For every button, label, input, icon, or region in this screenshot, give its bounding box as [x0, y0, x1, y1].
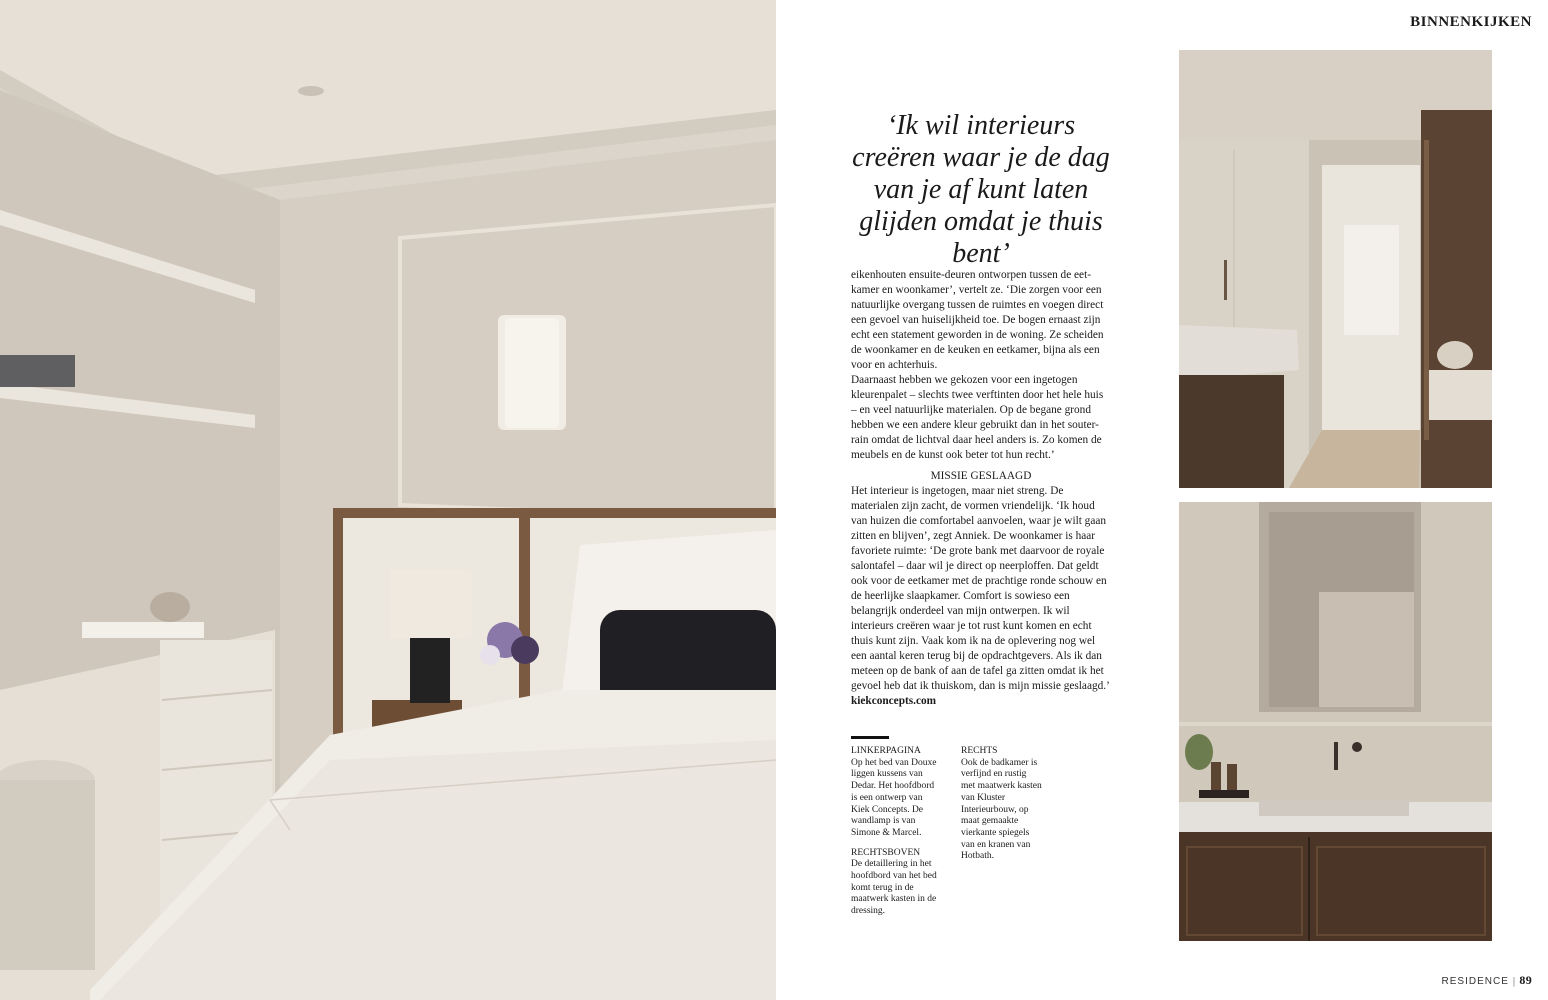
caption-column-right	[961, 746, 1043, 871]
bathroom-illustration	[1179, 502, 1492, 941]
bathroom-photo	[1179, 502, 1492, 941]
pull-quote: ‘Ik wil interieurs creëren waar je de dag van je af kunt laten glijden omdat je thuis bent’	[852, 110, 1110, 269]
magazine-brand: RESIDENCE	[1441, 976, 1509, 987]
article-subheading: MISSIE GESLAAGD	[930, 470, 1032, 482]
caption-text: De detaillering in het hoofdbord van het bed komt terug in de maatwerk kasten in de dressing.	[851, 859, 937, 917]
dressing-room-photo	[1179, 50, 1492, 488]
caption-right	[961, 746, 1043, 863]
page-footer	[1442, 973, 1532, 988]
caption-left-page	[851, 746, 941, 840]
article-paragraph-text: Het interieur is ingetogen, maar niet streng. De materialen zijn zacht, de vormen vriendelijk. ‘Ik houd van huizen die comfortabel aanvoelen, waar je wilt gaan zitten en blijven’, zegt Anniek. De woonkamer is haar favoriete ruimte: ‘De grote bank met daarvoor de royale salontafel – daar wil je direct op neerploffen. Dat geldt ook voor de eetkamer met de prachtige ronde schouw en de heerlijke slaapkamer. Comfort is sowieso een belangrijk onderdeel van mijn ontwerpen. Ik wil interieurs creëren waar je tot rust kunt komen en echt thuis kunt zijn. Vaak kom ik na de oplevering nog wel een aantal keren terug bij de opdrachtgevers. Als ik dan meteen op de bank of aan de tafel ga zitten omdat ik het gevoel heb dat ik thuiskom, dan is mijn missie geslaagd.’	[851, 485, 1110, 692]
article-paragraph: Daarnaast hebben we gekozen voor een ingetogen kleurenpalet – slechts twee verftinten door het hele huis – en veel natuurlijke materialen. Op de begane grond hebben we een andere kleur gebruikt dan in het souter-rain omdat de lichtval daar heel anders is. Zo komen de meubels en de kunst ook beter tot hun recht.’	[851, 374, 1104, 461]
website-link[interactable]: kiekconcepts.com	[851, 695, 937, 707]
article-paragraph: eikenhouten ensuite-deuren ontworpen tussen de eet-kamer en woonkamer’, vertelt ze. ‘Die zorgen voor een natuurlijke overgang tussen de ruimtes en voegen direct een gevoel van huiselijkheid toe. De bogen ernaast zijn echt een statement geworden in de woning. Ze scheiden de woonkamer en de keuken en eetkamer, bijna als een voor en achterhuis.	[851, 269, 1104, 371]
caption-heading: LINKERPAGINA	[851, 746, 921, 756]
dressing-illustration	[1179, 50, 1492, 488]
caption-heading: RECHTSBOVEN	[851, 847, 921, 858]
caption-column-left	[851, 746, 941, 926]
footer-separator: |	[1512, 975, 1516, 987]
section-label: BINNENKIJKEN	[1410, 14, 1532, 30]
caption-text: Ook de badkamer is verfijnd en rustig met maatwerk kasten van Kluster Interieurbouw, op maat gemaakte vierkante spiegels van en kranen van Hotbath.	[961, 757, 1042, 862]
caption-heading: RECHTS	[961, 746, 998, 756]
caption-text: Op het bed van Douxe liggen kussens van Dedar. Het hoofdbord is een ontwerp van Kiek Concepts. De wandlamp is van Simone & Marcel.	[851, 757, 937, 838]
caption-right-top	[851, 848, 941, 918]
page-number: 89	[1519, 973, 1532, 987]
caption-divider	[851, 736, 889, 739]
article-paragraph	[851, 484, 1111, 709]
article-body	[851, 268, 1111, 709]
